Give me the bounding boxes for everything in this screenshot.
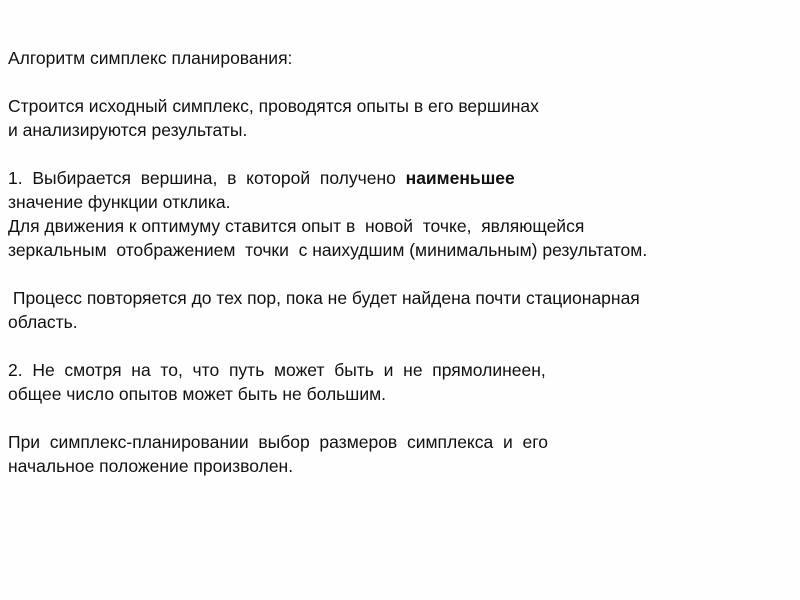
slide-content: [8, 46, 788, 478]
step2-line-1: 2. Не смотря на то, что путь может быть и не прямолинеен,: [8, 360, 546, 380]
intro-line-2: и анализируются результаты.: [8, 120, 248, 140]
step1-emphasis: наименьшее: [405, 168, 515, 188]
intro-paragraph: [8, 94, 788, 142]
repeat-paragraph: [8, 286, 788, 334]
step1-line-4: зеркальным отображением точки с наихудшим (минимальным) результатом.: [8, 240, 648, 260]
spacer: [8, 334, 788, 358]
spacer: [8, 70, 788, 94]
spacer: [8, 262, 788, 286]
step1-line-1-text: 1. Выбирается вершина, в которой получено: [8, 168, 406, 188]
step2-paragraph: [8, 358, 788, 406]
spacer: [8, 142, 788, 166]
closing-paragraph: [8, 430, 788, 478]
intro-line-1: Строится исходный симплекс, проводятся опыты в его вершинах: [8, 96, 539, 116]
step1-line-2: значение функции отклика.: [8, 192, 231, 212]
heading-text: Алгоритм симплекс планирования:: [8, 48, 293, 68]
step1-line-1: [8, 166, 788, 190]
step1-paragraph: [8, 166, 788, 262]
step2-line-2: общее число опытов может быть не большим.: [8, 384, 386, 404]
closing-line-2: начальное положение произволен.: [8, 456, 294, 476]
spacer: [8, 406, 788, 430]
repeat-line-1: Процесс повторяется до тех пор, пока не будет найдена почти стационарная: [8, 288, 640, 308]
heading: [8, 46, 788, 70]
step1-line-3: Для движения к оптимуму ставится опыт в новой точке, являющейся: [8, 216, 585, 236]
repeat-line-2: область.: [8, 312, 78, 332]
closing-line-1: При симплекс-планировании выбор размеров симплекса и его: [8, 432, 548, 452]
